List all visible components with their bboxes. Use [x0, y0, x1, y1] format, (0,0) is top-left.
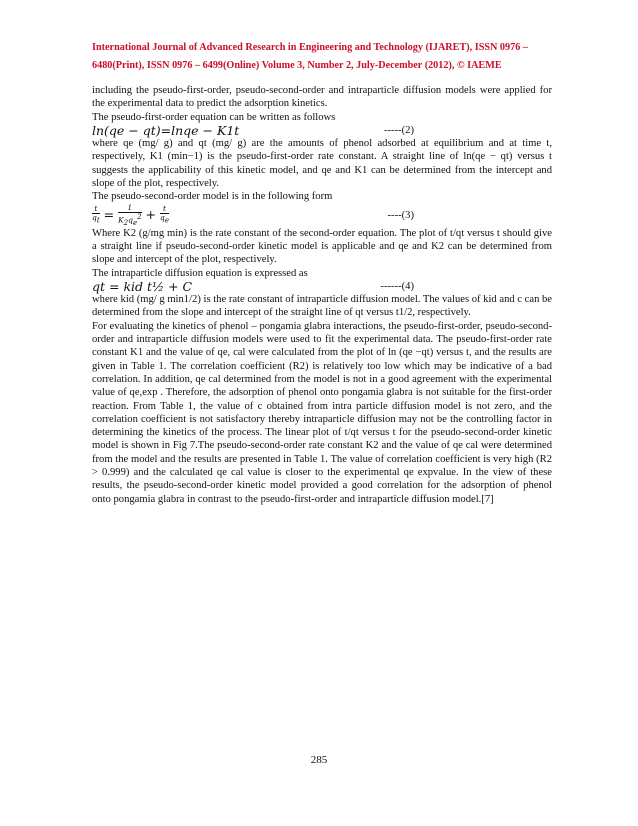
equation-2-number: -----(2)	[384, 124, 414, 136]
equation-3-line	[92, 204, 552, 227]
equation-3-number: ----(3)	[387, 209, 414, 221]
equation-4-line	[92, 280, 552, 293]
paragraph-ipd-definition: where kid (mg/ g min1/2) is the rate constant of intraparticle diffusion model. The values of kid and c can be determined from the slope and intercept of the straight line of qt versus t1/2, respectively.	[92, 294, 553, 319]
equation-2: ln(qe − qt)=lnqe − K1t	[92, 122, 240, 138]
paragraph-ipd-intro: The intraparticle diffusion equation is expressed as	[92, 267, 308, 279]
header-line-2: 6480(Print), ISSN 0976 – 6499(Online) Volume 3, Number 2, July-December (2012), © IAEME	[92, 60, 502, 71]
page-number: 285	[310, 754, 328, 766]
paragraph-pso-intro: The pseudo-second-order model is in the following form	[92, 191, 333, 203]
equation-4-number: ------(4)	[380, 280, 414, 292]
paragraph-pso-definition: Where K2 (g/mg min) is the rate constant of the second-order equation. The plot of t/qt versus t should give a straight line if pseudo-second-order kinetic model is applicable and qe and K2 can be determined from slope and intercept of the plot, respectively.	[92, 227, 552, 266]
paragraph-pfo-intro: The pseudo-first-order equation can be written as follows	[92, 111, 336, 123]
equation-2-line	[92, 124, 552, 137]
article-body	[92, 84, 552, 506]
paragraph-intro: including the pseudo-first-order, pseudo-second-order and intraparticle diffusion models were applied for the experimental data to predict the adsorption kinetics.	[92, 85, 552, 110]
equation-4: qt = kid t½ + C	[92, 278, 193, 294]
equation-3: $\frac{t}{q_t}$ = $\frac{1}{K_2q_e^2}$ + $\frac{t}{q_e}$	[92, 202, 169, 227]
journal-header	[92, 39, 552, 75]
header-line-1: International Journal of Advanced Research in Engineering and Technology (IJARET), ISSN 0976 –	[92, 42, 528, 53]
paragraph-pfo-definition: where qe (mg/ g) and qt (mg/ g) are the amounts of phenol adsorbed at equilibrium and at time t, respectively, K1 (min−1) is the pseudo-first-order rate constant. A straight line of ln(qe − qt) versus t suggests the applicability of this kinetic model, and qe and K1 can be determined from the intercept and slope of the plot, respectively.	[92, 138, 552, 190]
paragraph-kinetics-discussion: For evaluating the kinetics of phenol – pongamia glabra interactions, the pseudo-first-order, pseudo-second-order and intraparticle diffusion models were used to fit the experimental data. The pseudo-first-order rate constant K1 and the value of qe, cal were calculated from the plot of ln (qe −qt) versus t, and the results are given in Table 1. The correlation coefficient (R2) is relatively too low which may be indicative of a bad correlation. In addition, qe cal determined from the model is not in a good agreement with the experimental value of qe,exp . Therefore, the adsorption of phenol onto pongamia glabra is not suitable for the first-order reaction. From Table 1, the value of c obtained from intra particle diffusion model is not zero, and the correlation coefficient is not satisfactory thereby intraparticle diffusion may not be the controlling factor in determining the kinetics of the process. The linear plot of t/qt versus t for the pseudo-second-order kinetic model is shown in Fig 7.The pseudo-second-order rate constant K2 and the value of qe cal were determined from the model and the results are presented in Table 1. The value of correlation coefficient is very high (R2 > 0.999) and the calculated qe cal value is closer to the experimental qe expvalue. In the view of these results, the pseudo-second-order kinetic model provided a good correlation for the adsorption of phenol onto pongamia glabra in contrast to the pseudo-first-order and intraparticle diffusion model.[7]	[92, 320, 552, 505]
